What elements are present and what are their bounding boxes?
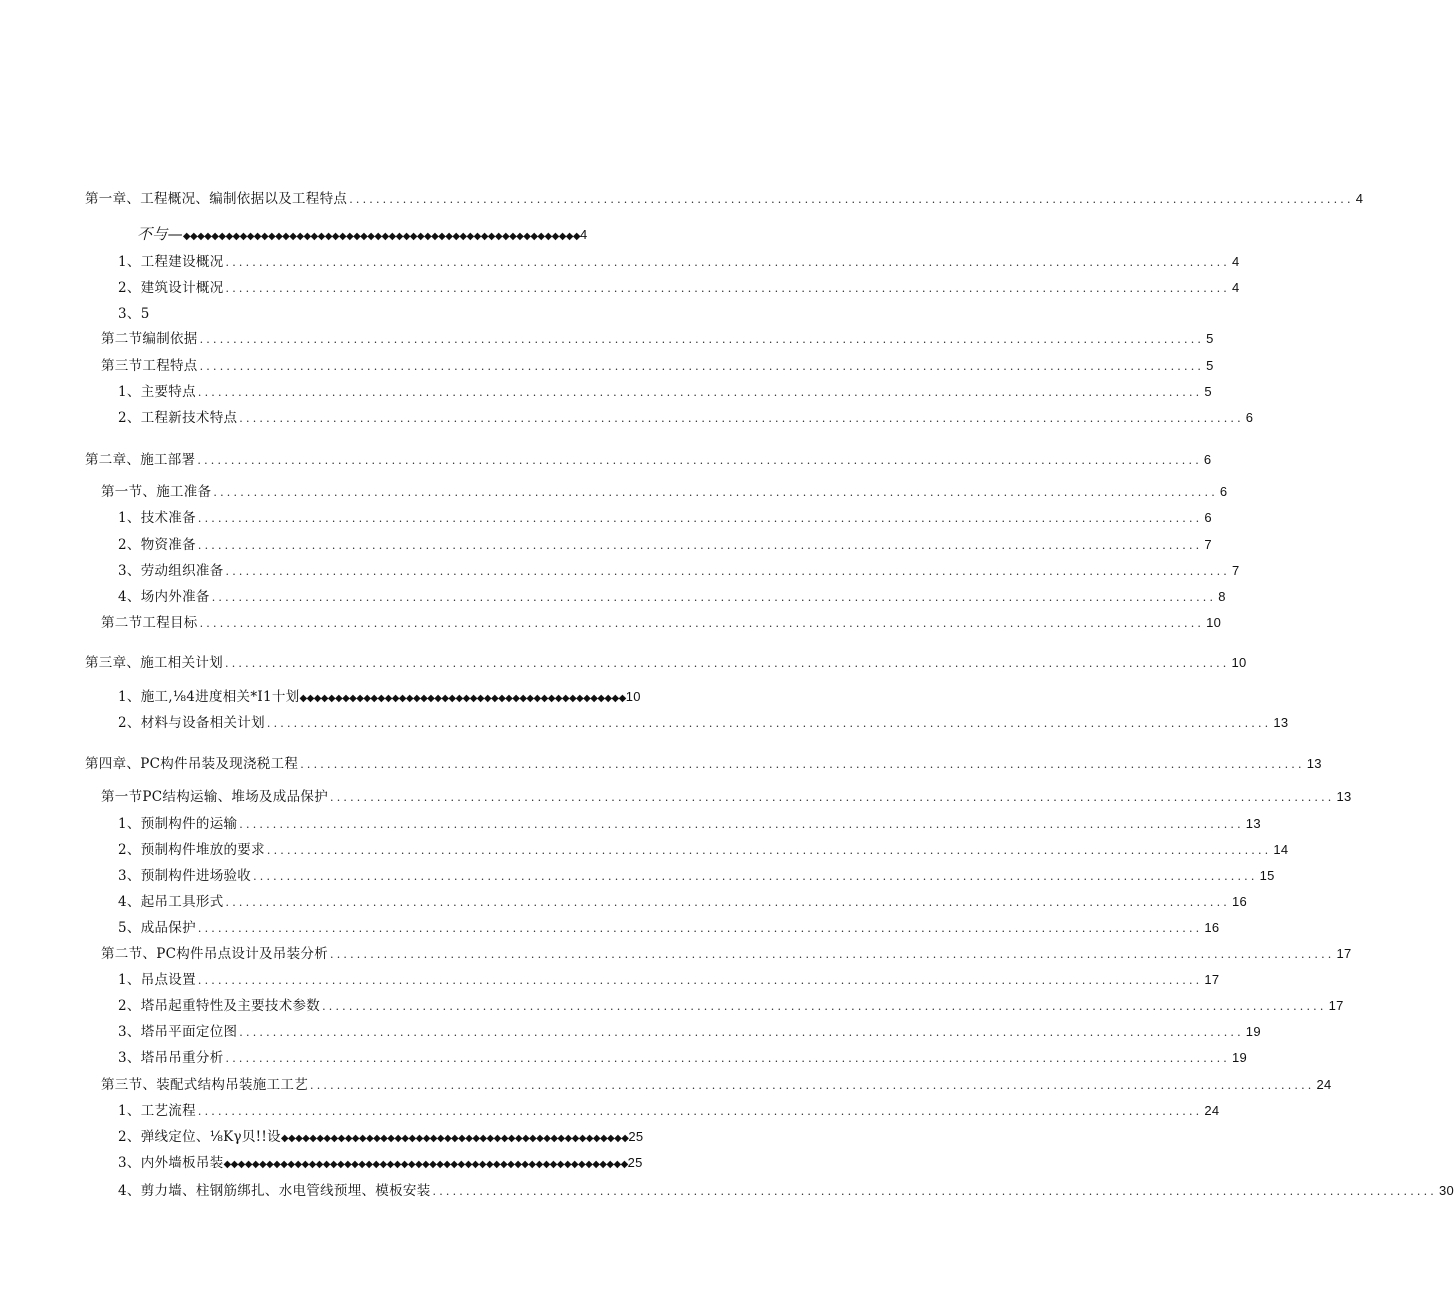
toc-leader: ......................................................................................................................................................: [310, 1079, 1315, 1092]
toc-title: 2、预制构件堆放的要求: [118, 842, 265, 858]
toc-page: 5: [1206, 331, 1214, 346]
toc-item[interactable]: [118, 1101, 1220, 1121]
toc-item[interactable]: [118, 970, 1220, 990]
toc-section[interactable]: [101, 787, 1352, 807]
toc-item[interactable]: [118, 561, 1240, 581]
toc-leader: ......................................................................................................................................................: [197, 974, 1203, 987]
toc-page: 4: [1355, 191, 1364, 206]
toc-title: 第三节、装配式结构吊装施工工艺: [101, 1077, 308, 1093]
toc-title: 第一章、工程概况、编制依据以及工程特点: [85, 191, 348, 207]
toc-title: 2、建筑设计概况: [118, 280, 224, 296]
toc-page: 17: [1204, 972, 1220, 987]
toc-page: 19: [1232, 1050, 1248, 1065]
toc-chapter-2[interactable]: [85, 450, 1212, 470]
toc-title: 第二节工程目标: [101, 615, 198, 631]
toc-leader: ......................................................................................................................................................: [266, 717, 1272, 730]
toc-leader: ......................................................................................................................................................: [239, 1026, 1244, 1039]
toc-title: 2、塔吊起重特性及主要技术参数: [118, 998, 321, 1014]
toc-page: 10: [625, 689, 641, 704]
toc-title: 3、内外墙板吊装: [118, 1155, 224, 1171]
toc-leader: ......................................................................................................................................................: [225, 1052, 1230, 1065]
toc-page: 16: [1232, 894, 1248, 909]
toc-title: 1、主要特点: [118, 384, 196, 400]
toc-section[interactable]: [101, 329, 1214, 349]
toc-leader: ......................................................................................................................................................: [266, 844, 1272, 857]
toc-title: 第三节工程特点: [101, 358, 198, 374]
toc-section[interactable]: [101, 613, 1222, 633]
toc-title: 3、预制构件进场验收: [118, 868, 252, 884]
toc-page: 16: [1204, 920, 1220, 935]
toc-page: 25: [627, 1155, 643, 1170]
toc-page: 24: [1204, 1103, 1220, 1118]
toc-title: 2、工程新技术特点: [118, 410, 238, 426]
toc-section[interactable]: [101, 1075, 1332, 1095]
toc-leader: ......................................................................................................................................................: [199, 617, 1205, 630]
toc-leader: ......................................................................................................................................................: [199, 333, 1205, 346]
toc-item[interactable]: [118, 252, 1240, 272]
toc-page: 17: [1336, 946, 1352, 961]
toc-page: 17: [1328, 998, 1344, 1013]
toc-page: 4: [1232, 280, 1240, 295]
toc-page: 7: [1232, 563, 1240, 578]
toc-item[interactable]: [118, 535, 1212, 555]
toc-leader: ......................................................................................................................................................: [213, 486, 1218, 499]
toc-title: 2、物资准备: [118, 537, 196, 553]
toc-item[interactable]: [118, 840, 1289, 860]
toc-title: 第二节、PC构件吊点设计及吊装分析: [101, 946, 329, 962]
toc-leader: ......................................................................................................................................................: [225, 282, 1230, 295]
toc-page: 5: [1204, 384, 1212, 399]
toc-item[interactable]: [118, 1181, 1454, 1201]
toc-leader: ......................................................................................................................................................: [225, 256, 1230, 269]
toc-leader: ......................................................................................................................................................: [197, 539, 1203, 552]
toc-page: 13: [1306, 756, 1322, 771]
toc-leader: ......................................................................................................................................................: [253, 870, 1258, 883]
toc-garbled-line[interactable]: [118, 1153, 643, 1173]
toc-leader: ......................................................................................................................................................: [239, 818, 1244, 831]
toc-section[interactable]: [101, 944, 1352, 964]
toc-title: 2、弹线定位、⅛Kγ贝!!设: [118, 1129, 281, 1145]
toc-diamond-leader: ◆◆◆◆◆◆◆◆◆◆◆◆◆◆◆◆◆◆◆◆◆◆◆◆◆◆◆◆◆◆◆◆◆◆◆◆◆◆◆◆◆◆◆◆◆◆◆◆◆◆◆◆◆◆◆◆◆: [223, 1159, 628, 1170]
toc-leader: ......................................................................................................................................................: [432, 1185, 1437, 1198]
toc-title: 不与—: [137, 225, 183, 243]
toc-item[interactable]: [118, 814, 1261, 834]
toc-page: 25: [628, 1129, 644, 1144]
toc-title: 1、工程建设概况: [118, 254, 224, 270]
toc-title: 3、塔吊平面定位图: [118, 1024, 238, 1040]
toc-title: 1、预制构件的运输: [118, 816, 238, 832]
toc-page: 30: [1439, 1183, 1454, 1198]
toc-title: 3、塔吊吊重分析: [118, 1050, 224, 1066]
toc-leader: ......................................................................................................................................................: [225, 657, 1230, 670]
toc-leader: ......................................................................................................................................................: [225, 896, 1230, 909]
toc-item[interactable]: [118, 1022, 1261, 1042]
toc-page: 15: [1259, 868, 1275, 883]
toc-leader: ......................................................................................................................................................: [225, 565, 1230, 578]
toc-item[interactable]: [118, 278, 1240, 298]
toc-title: 第二节编制依据: [101, 331, 198, 347]
toc-leader: ......................................................................................................................................................: [300, 758, 1305, 771]
toc-item[interactable]: [118, 587, 1226, 607]
toc-item[interactable]: [118, 918, 1220, 938]
toc-title: 1、吊点设置: [118, 972, 196, 988]
toc-leader: ......................................................................................................................................................: [211, 591, 1217, 604]
toc-garbled-line[interactable]: [118, 687, 641, 707]
toc-chapter-4[interactable]: [85, 754, 1322, 774]
toc-item[interactable]: [118, 866, 1275, 886]
toc-page: 6: [1219, 484, 1228, 499]
toc-page: 13: [1245, 816, 1261, 831]
toc-title: 第三章、施工相关计划: [85, 655, 223, 671]
toc-page: 4: [1232, 254, 1240, 269]
toc-section[interactable]: [101, 482, 1228, 502]
toc-page: 13: [1336, 789, 1352, 804]
toc-diamond-leader: ◆◆◆◆◆◆◆◆◆◆◆◆◆◆◆◆◆◆◆◆◆◆◆◆◆◆◆◆◆◆◆◆◆◆◆◆◆◆◆◆◆◆◆◆◆◆: [299, 693, 626, 704]
toc-title: 1、施工,⅛4进度相关*I1十划: [118, 689, 300, 705]
toc-leader: ......................................................................................................................................................: [197, 922, 1203, 935]
toc-title: 第一节PC结构运输、堆场及成品保护: [101, 789, 329, 805]
toc-page: 6: [1203, 452, 1212, 467]
toc-leader: ......................................................................................................................................................: [197, 386, 1203, 399]
toc-garbled-line[interactable]: [118, 1127, 643, 1147]
toc-leader: ......................................................................................................................................................: [349, 193, 1354, 206]
toc-page: 10: [1206, 615, 1222, 630]
toc-leader: ......................................................................................................................................................: [239, 412, 1244, 425]
toc-item[interactable]: [118, 408, 1254, 428]
toc-leader: ......................................................................................................................................................: [197, 512, 1203, 525]
toc-chapter-1[interactable]: [85, 189, 1364, 209]
toc-item[interactable]: [118, 996, 1344, 1016]
toc-leader: ......................................................................................................................................................: [322, 1000, 1327, 1013]
toc-leader: ......................................................................................................................................................: [199, 360, 1205, 373]
toc-page: 5: [1206, 358, 1214, 373]
toc-item[interactable]: [118, 382, 1212, 402]
toc-page: 8: [1218, 589, 1226, 604]
toc-item[interactable]: [118, 892, 1248, 912]
toc-title: 4、场内外准备: [118, 589, 210, 605]
toc-item[interactable]: [118, 508, 1212, 528]
toc-page: 6: [1204, 510, 1212, 525]
toc-title: 第二章、施工部署: [85, 452, 196, 468]
toc-leader: ......................................................................................................................................................: [197, 454, 1202, 467]
toc-title: 2、材料与设备相关计划: [118, 715, 265, 731]
toc-page: 13: [1273, 715, 1289, 730]
toc-page: 4: [579, 227, 588, 242]
toc-page: 24: [1316, 1077, 1332, 1092]
toc-item-incomplete[interactable]: [118, 304, 150, 324]
toc-leader: ......................................................................................................................................................: [330, 791, 1335, 804]
toc-page: 19: [1245, 1024, 1261, 1039]
toc-page: 6: [1245, 410, 1254, 425]
toc-title: 1、技术准备: [118, 510, 196, 526]
toc-page: 10: [1231, 655, 1247, 670]
toc-leader: ......................................................................................................................................................: [330, 948, 1335, 961]
toc-page: 14: [1273, 842, 1289, 857]
toc-section[interactable]: [101, 356, 1214, 376]
toc-title: 3、5: [118, 306, 150, 322]
toc-leader: ......................................................................................................................................................: [197, 1105, 1203, 1118]
toc-diamond-leader: ◆◆◆◆◆◆◆◆◆◆◆◆◆◆◆◆◆◆◆◆◆◆◆◆◆◆◆◆◆◆◆◆◆◆◆◆◆◆◆◆◆◆◆◆◆◆◆◆◆: [280, 1133, 629, 1144]
toc-title: 3、劳动组织准备: [118, 563, 224, 579]
toc-item[interactable]: [118, 713, 1289, 733]
toc-title: 第一节、施工准备: [101, 484, 212, 500]
toc-title: 5、成品保护: [118, 920, 196, 936]
toc-item[interactable]: [118, 1048, 1248, 1068]
toc-chapter-3[interactable]: [85, 653, 1247, 673]
toc-title: 4、起吊工具形式: [118, 894, 224, 910]
toc-title: 4、剪力墙、柱钢筋绑扎、水电管线预埋、模板安装: [118, 1183, 431, 1199]
toc-garbled-line[interactable]: [137, 224, 588, 244]
toc-page: 7: [1204, 537, 1212, 552]
toc-title: 第四章、PC构件吊装及现浇税工程: [85, 756, 299, 772]
toc-title: 1、工艺流程: [118, 1103, 196, 1119]
toc-diamond-leader: ◆◆◆◆◆◆◆◆◆◆◆◆◆◆◆◆◆◆◆◆◆◆◆◆◆◆◆◆◆◆◆◆◆◆◆◆◆◆◆◆◆◆◆◆◆◆◆◆◆◆◆◆◆◆◆◆: [182, 231, 580, 242]
